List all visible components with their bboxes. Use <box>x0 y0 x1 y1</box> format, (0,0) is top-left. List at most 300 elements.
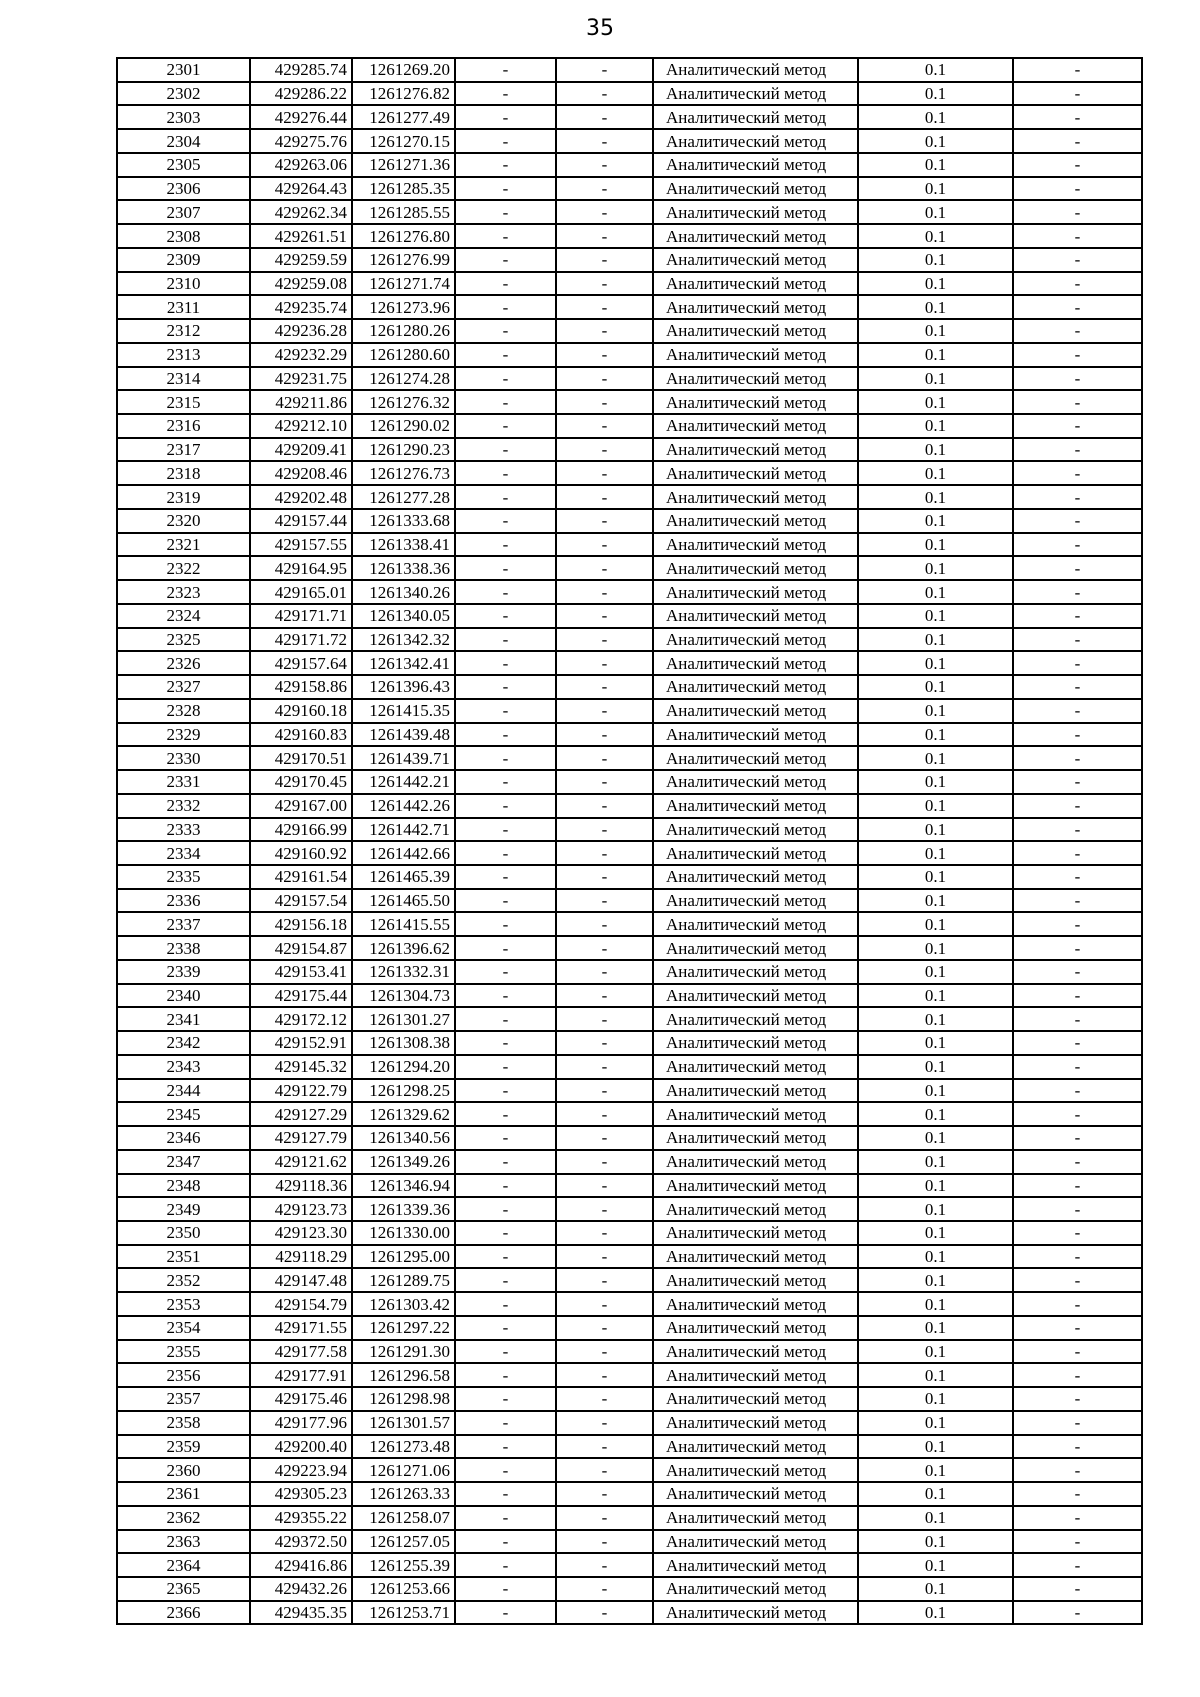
empty-value-cell: - <box>455 153 556 177</box>
y-coordinate-cell: 1261346.94 <box>352 1174 455 1198</box>
method-cell: Аналитический метод <box>653 414 858 438</box>
precision-cell: 0.1 <box>858 1174 1013 1198</box>
table-row <box>117 770 1142 794</box>
y-coordinate-cell: 1261263.33 <box>352 1482 455 1506</box>
table-row <box>117 818 1142 842</box>
table-row <box>117 746 1142 770</box>
precision-cell: 0.1 <box>858 1458 1013 1482</box>
precision-cell: 0.1 <box>858 1197 1013 1221</box>
x-coordinate-cell: 429355.22 <box>250 1506 352 1530</box>
empty-value-cell: - <box>556 1601 653 1625</box>
empty-value-cell: - <box>455 865 556 889</box>
point-number-cell: 2322 <box>117 556 250 580</box>
point-number-cell: 2334 <box>117 841 250 865</box>
empty-value-cell: - <box>455 936 556 960</box>
x-coordinate-cell: 429200.40 <box>250 1435 352 1459</box>
precision-cell: 0.1 <box>858 438 1013 462</box>
empty-value-cell: - <box>455 818 556 842</box>
empty-value-cell: - <box>556 746 653 770</box>
empty-value-cell: - <box>556 1530 653 1554</box>
empty-value-cell: - <box>556 1458 653 1482</box>
method-cell: Аналитический метод <box>653 1174 858 1198</box>
table-row <box>117 1316 1142 1340</box>
x-coordinate-cell: 429372.50 <box>250 1530 352 1554</box>
empty-value-cell: - <box>455 841 556 865</box>
y-coordinate-cell: 1261291.30 <box>352 1340 455 1364</box>
point-number-cell: 2309 <box>117 248 250 272</box>
method-cell: Аналитический метод <box>653 272 858 296</box>
precision-cell: 0.1 <box>858 770 1013 794</box>
x-coordinate-cell: 429416.86 <box>250 1553 352 1577</box>
table-row <box>117 841 1142 865</box>
point-number-cell: 2332 <box>117 794 250 818</box>
precision-cell: 0.1 <box>858 461 1013 485</box>
point-number-cell: 2360 <box>117 1458 250 1482</box>
point-number-cell: 2345 <box>117 1102 250 1126</box>
table-row <box>117 984 1142 1008</box>
empty-value-cell: - <box>455 1482 556 1506</box>
table-row <box>117 1268 1142 1292</box>
precision-cell: 0.1 <box>858 1553 1013 1577</box>
empty-value-cell: - <box>556 960 653 984</box>
y-coordinate-cell: 1261253.71 <box>352 1601 455 1625</box>
empty-value-cell: - <box>455 509 556 533</box>
method-cell: Аналитический метод <box>653 1435 858 1459</box>
method-cell: Аналитический метод <box>653 1055 858 1079</box>
method-cell: Аналитический метод <box>653 1553 858 1577</box>
method-cell: Аналитический метод <box>653 1245 858 1269</box>
method-cell: Аналитический метод <box>653 1411 858 1435</box>
empty-value-cell: - <box>1013 1055 1142 1079</box>
y-coordinate-cell: 1261442.21 <box>352 770 455 794</box>
method-cell: Аналитический метод <box>653 485 858 509</box>
empty-value-cell: - <box>455 960 556 984</box>
y-coordinate-cell: 1261342.41 <box>352 651 455 675</box>
y-coordinate-cell: 1261290.23 <box>352 438 455 462</box>
point-number-cell: 2356 <box>117 1363 250 1387</box>
y-coordinate-cell: 1261294.20 <box>352 1055 455 1079</box>
method-cell: Аналитический метод <box>653 200 858 224</box>
empty-value-cell: - <box>556 675 653 699</box>
empty-value-cell: - <box>556 841 653 865</box>
method-cell: Аналитический метод <box>653 889 858 913</box>
empty-value-cell: - <box>1013 1553 1142 1577</box>
y-coordinate-cell: 1261276.99 <box>352 248 455 272</box>
page-number: 35 <box>586 16 614 41</box>
point-number-cell: 2314 <box>117 367 250 391</box>
y-coordinate-cell: 1261340.56 <box>352 1126 455 1150</box>
precision-cell: 0.1 <box>858 1268 1013 1292</box>
x-coordinate-cell: 429152.91 <box>250 1031 352 1055</box>
point-number-cell: 2312 <box>117 319 250 343</box>
y-coordinate-cell: 1261280.26 <box>352 319 455 343</box>
table-row <box>117 367 1142 391</box>
point-number-cell: 2364 <box>117 1553 250 1577</box>
x-coordinate-cell: 429154.87 <box>250 936 352 960</box>
method-cell: Аналитический метод <box>653 912 858 936</box>
empty-value-cell: - <box>1013 438 1142 462</box>
empty-value-cell: - <box>1013 1031 1142 1055</box>
y-coordinate-cell: 1261396.43 <box>352 675 455 699</box>
point-number-cell: 2329 <box>117 723 250 747</box>
empty-value-cell: - <box>556 1007 653 1031</box>
y-coordinate-cell: 1261270.15 <box>352 129 455 153</box>
y-coordinate-cell: 1261255.39 <box>352 1553 455 1577</box>
empty-value-cell: - <box>556 1316 653 1340</box>
empty-value-cell: - <box>1013 723 1142 747</box>
y-coordinate-cell: 1261277.28 <box>352 485 455 509</box>
precision-cell: 0.1 <box>858 1007 1013 1031</box>
x-coordinate-cell: 429175.44 <box>250 984 352 1008</box>
x-coordinate-cell: 429154.79 <box>250 1292 352 1316</box>
empty-value-cell: - <box>455 438 556 462</box>
precision-cell: 0.1 <box>858 580 1013 604</box>
y-coordinate-cell: 1261290.02 <box>352 414 455 438</box>
table-row <box>117 1387 1142 1411</box>
method-cell: Аналитический метод <box>653 1197 858 1221</box>
method-cell: Аналитический метод <box>653 153 858 177</box>
empty-value-cell: - <box>556 153 653 177</box>
precision-cell: 0.1 <box>858 272 1013 296</box>
precision-cell: 0.1 <box>858 628 1013 652</box>
precision-cell: 0.1 <box>858 936 1013 960</box>
point-number-cell: 2316 <box>117 414 250 438</box>
empty-value-cell: - <box>1013 343 1142 367</box>
empty-value-cell: - <box>455 1506 556 1530</box>
empty-value-cell: - <box>455 1601 556 1625</box>
precision-cell: 0.1 <box>858 1363 1013 1387</box>
x-coordinate-cell: 429147.48 <box>250 1268 352 1292</box>
empty-value-cell: - <box>1013 177 1142 201</box>
empty-value-cell: - <box>556 82 653 106</box>
point-number-cell: 2346 <box>117 1126 250 1150</box>
point-number-cell: 2366 <box>117 1601 250 1625</box>
empty-value-cell: - <box>556 295 653 319</box>
empty-value-cell: - <box>556 1197 653 1221</box>
empty-value-cell: - <box>1013 319 1142 343</box>
method-cell: Аналитический метод <box>653 1482 858 1506</box>
x-coordinate-cell: 429435.35 <box>250 1601 352 1625</box>
empty-value-cell: - <box>455 319 556 343</box>
point-number-cell: 2357 <box>117 1387 250 1411</box>
empty-value-cell: - <box>556 723 653 747</box>
precision-cell: 0.1 <box>858 533 1013 557</box>
x-coordinate-cell: 429121.62 <box>250 1150 352 1174</box>
empty-value-cell: - <box>455 628 556 652</box>
point-number-cell: 2333 <box>117 818 250 842</box>
method-cell: Аналитический метод <box>653 129 858 153</box>
point-number-cell: 2315 <box>117 390 250 414</box>
x-coordinate-cell: 429305.23 <box>250 1482 352 1506</box>
x-coordinate-cell: 429127.29 <box>250 1102 352 1126</box>
point-number-cell: 2324 <box>117 604 250 628</box>
empty-value-cell: - <box>1013 129 1142 153</box>
x-coordinate-cell: 429177.91 <box>250 1363 352 1387</box>
table-row <box>117 509 1142 533</box>
precision-cell: 0.1 <box>858 1292 1013 1316</box>
table-row <box>117 1150 1142 1174</box>
empty-value-cell: - <box>1013 984 1142 1008</box>
y-coordinate-cell: 1261465.50 <box>352 889 455 913</box>
empty-value-cell: - <box>455 1174 556 1198</box>
empty-value-cell: - <box>556 699 653 723</box>
empty-value-cell: - <box>556 865 653 889</box>
precision-cell: 0.1 <box>858 414 1013 438</box>
empty-value-cell: - <box>1013 818 1142 842</box>
x-coordinate-cell: 429160.83 <box>250 723 352 747</box>
empty-value-cell: - <box>556 367 653 391</box>
y-coordinate-cell: 1261258.07 <box>352 1506 455 1530</box>
empty-value-cell: - <box>1013 1079 1142 1103</box>
empty-value-cell: - <box>556 1268 653 1292</box>
x-coordinate-cell: 429157.55 <box>250 533 352 557</box>
x-coordinate-cell: 429232.29 <box>250 343 352 367</box>
empty-value-cell: - <box>455 1458 556 1482</box>
empty-value-cell: - <box>556 200 653 224</box>
method-cell: Аналитический метод <box>653 723 858 747</box>
table-row <box>117 628 1142 652</box>
y-coordinate-cell: 1261298.98 <box>352 1387 455 1411</box>
empty-value-cell: - <box>455 1150 556 1174</box>
x-coordinate-cell: 429118.29 <box>250 1245 352 1269</box>
point-number-cell: 2353 <box>117 1292 250 1316</box>
empty-value-cell: - <box>455 177 556 201</box>
table-row <box>117 1411 1142 1435</box>
empty-value-cell: - <box>1013 295 1142 319</box>
empty-value-cell: - <box>1013 224 1142 248</box>
x-coordinate-cell: 429166.99 <box>250 818 352 842</box>
x-coordinate-cell: 429211.86 <box>250 390 352 414</box>
y-coordinate-cell: 1261329.62 <box>352 1102 455 1126</box>
x-coordinate-cell: 429164.95 <box>250 556 352 580</box>
table-row <box>117 1245 1142 1269</box>
precision-cell: 0.1 <box>858 960 1013 984</box>
y-coordinate-cell: 1261303.42 <box>352 1292 455 1316</box>
point-number-cell: 2308 <box>117 224 250 248</box>
empty-value-cell: - <box>1013 746 1142 770</box>
x-coordinate-cell: 429172.12 <box>250 1007 352 1031</box>
precision-cell: 0.1 <box>858 723 1013 747</box>
empty-value-cell: - <box>455 556 556 580</box>
empty-value-cell: - <box>455 533 556 557</box>
empty-value-cell: - <box>1013 509 1142 533</box>
empty-value-cell: - <box>556 1577 653 1601</box>
point-number-cell: 2340 <box>117 984 250 1008</box>
empty-value-cell: - <box>1013 889 1142 913</box>
table-row <box>117 438 1142 462</box>
empty-value-cell: - <box>455 224 556 248</box>
x-coordinate-cell: 429259.08 <box>250 272 352 296</box>
empty-value-cell: - <box>1013 1458 1142 1482</box>
point-number-cell: 2355 <box>117 1340 250 1364</box>
point-number-cell: 2307 <box>117 200 250 224</box>
x-coordinate-cell: 429156.18 <box>250 912 352 936</box>
table-row <box>117 58 1142 82</box>
precision-cell: 0.1 <box>858 1316 1013 1340</box>
precision-cell: 0.1 <box>858 1245 1013 1269</box>
table-row <box>117 604 1142 628</box>
empty-value-cell: - <box>1013 533 1142 557</box>
x-coordinate-cell: 429262.34 <box>250 200 352 224</box>
empty-value-cell: - <box>1013 1506 1142 1530</box>
point-number-cell: 2352 <box>117 1268 250 1292</box>
empty-value-cell: - <box>556 1174 653 1198</box>
point-number-cell: 2335 <box>117 865 250 889</box>
table-row <box>117 1530 1142 1554</box>
method-cell: Аналитический метод <box>653 82 858 106</box>
precision-cell: 0.1 <box>858 1435 1013 1459</box>
point-number-cell: 2327 <box>117 675 250 699</box>
x-coordinate-cell: 429432.26 <box>250 1577 352 1601</box>
table-row <box>117 1174 1142 1198</box>
empty-value-cell: - <box>455 794 556 818</box>
empty-value-cell: - <box>455 770 556 794</box>
method-cell: Аналитический метод <box>653 1007 858 1031</box>
point-number-cell: 2306 <box>117 177 250 201</box>
x-coordinate-cell: 429223.94 <box>250 1458 352 1482</box>
method-cell: Аналитический метод <box>653 841 858 865</box>
empty-value-cell: - <box>455 1340 556 1364</box>
precision-cell: 0.1 <box>858 105 1013 129</box>
y-coordinate-cell: 1261285.35 <box>352 177 455 201</box>
x-coordinate-cell: 429275.76 <box>250 129 352 153</box>
x-coordinate-cell: 429118.36 <box>250 1174 352 1198</box>
empty-value-cell: - <box>455 1079 556 1103</box>
empty-value-cell: - <box>1013 367 1142 391</box>
empty-value-cell: - <box>556 1411 653 1435</box>
method-cell: Аналитический метод <box>653 1102 858 1126</box>
table-row <box>117 390 1142 414</box>
y-coordinate-cell: 1261271.36 <box>352 153 455 177</box>
empty-value-cell: - <box>455 580 556 604</box>
empty-value-cell: - <box>455 200 556 224</box>
y-coordinate-cell: 1261333.68 <box>352 509 455 533</box>
precision-cell: 0.1 <box>858 1387 1013 1411</box>
x-coordinate-cell: 429264.43 <box>250 177 352 201</box>
point-number-cell: 2317 <box>117 438 250 462</box>
empty-value-cell: - <box>1013 580 1142 604</box>
x-coordinate-cell: 429123.30 <box>250 1221 352 1245</box>
table-row <box>117 651 1142 675</box>
method-cell: Аналитический метод <box>653 1316 858 1340</box>
empty-value-cell: - <box>556 1363 653 1387</box>
table-row <box>117 461 1142 485</box>
empty-value-cell: - <box>556 1079 653 1103</box>
method-cell: Аналитический метод <box>653 1601 858 1625</box>
table-row <box>117 1458 1142 1482</box>
y-coordinate-cell: 1261349.26 <box>352 1150 455 1174</box>
point-number-cell: 2301 <box>117 58 250 82</box>
empty-value-cell: - <box>1013 960 1142 984</box>
empty-value-cell: - <box>556 58 653 82</box>
empty-value-cell: - <box>455 1435 556 1459</box>
method-cell: Аналитический метод <box>653 675 858 699</box>
method-cell: Аналитический метод <box>653 343 858 367</box>
empty-value-cell: - <box>556 438 653 462</box>
empty-value-cell: - <box>556 1435 653 1459</box>
method-cell: Аналитический метод <box>653 224 858 248</box>
table-row <box>117 1031 1142 1055</box>
empty-value-cell: - <box>1013 1340 1142 1364</box>
point-number-cell: 2344 <box>117 1079 250 1103</box>
x-coordinate-cell: 429171.72 <box>250 628 352 652</box>
empty-value-cell: - <box>556 1340 653 1364</box>
empty-value-cell: - <box>1013 556 1142 580</box>
empty-value-cell: - <box>556 1221 653 1245</box>
empty-value-cell: - <box>455 1031 556 1055</box>
point-number-cell: 2351 <box>117 1245 250 1269</box>
method-cell: Аналитический метод <box>653 295 858 319</box>
point-number-cell: 2302 <box>117 82 250 106</box>
method-cell: Аналитический метод <box>653 936 858 960</box>
method-cell: Аналитический метод <box>653 604 858 628</box>
point-number-cell: 2359 <box>117 1435 250 1459</box>
empty-value-cell: - <box>556 248 653 272</box>
y-coordinate-cell: 1261442.26 <box>352 794 455 818</box>
table-row <box>117 936 1142 960</box>
y-coordinate-cell: 1261308.38 <box>352 1031 455 1055</box>
method-cell: Аналитический метод <box>653 1458 858 1482</box>
y-coordinate-cell: 1261280.60 <box>352 343 455 367</box>
method-cell: Аналитический метод <box>653 1577 858 1601</box>
table-row <box>117 153 1142 177</box>
table-row <box>117 533 1142 557</box>
x-coordinate-cell: 429161.54 <box>250 865 352 889</box>
method-cell: Аналитический метод <box>653 248 858 272</box>
x-coordinate-cell: 429208.46 <box>250 461 352 485</box>
method-cell: Аналитический метод <box>653 1340 858 1364</box>
table-row <box>117 1577 1142 1601</box>
method-cell: Аналитический метод <box>653 628 858 652</box>
empty-value-cell: - <box>556 1126 653 1150</box>
empty-value-cell: - <box>556 414 653 438</box>
y-coordinate-cell: 1261465.39 <box>352 865 455 889</box>
empty-value-cell: - <box>455 651 556 675</box>
precision-cell: 0.1 <box>858 1126 1013 1150</box>
empty-value-cell: - <box>556 770 653 794</box>
point-number-cell: 2347 <box>117 1150 250 1174</box>
point-number-cell: 2325 <box>117 628 250 652</box>
method-cell: Аналитический метод <box>653 794 858 818</box>
table-row <box>117 1079 1142 1103</box>
empty-value-cell: - <box>556 1245 653 1269</box>
table-row <box>117 200 1142 224</box>
method-cell: Аналитический метод <box>653 319 858 343</box>
table-row <box>117 912 1142 936</box>
y-coordinate-cell: 1261330.00 <box>352 1221 455 1245</box>
x-coordinate-cell: 429145.32 <box>250 1055 352 1079</box>
y-coordinate-cell: 1261442.66 <box>352 841 455 865</box>
empty-value-cell: - <box>556 889 653 913</box>
table-row <box>117 1482 1142 1506</box>
point-number-cell: 2348 <box>117 1174 250 1198</box>
empty-value-cell: - <box>1013 1221 1142 1245</box>
empty-value-cell: - <box>455 105 556 129</box>
empty-value-cell: - <box>1013 1292 1142 1316</box>
empty-value-cell: - <box>1013 1530 1142 1554</box>
x-coordinate-cell: 429170.51 <box>250 746 352 770</box>
empty-value-cell: - <box>556 580 653 604</box>
y-coordinate-cell: 1261338.41 <box>352 533 455 557</box>
y-coordinate-cell: 1261340.05 <box>352 604 455 628</box>
method-cell: Аналитический метод <box>653 1268 858 1292</box>
precision-cell: 0.1 <box>858 746 1013 770</box>
empty-value-cell: - <box>455 82 556 106</box>
table-row <box>117 699 1142 723</box>
table-row <box>117 82 1142 106</box>
table-row <box>117 1601 1142 1625</box>
empty-value-cell: - <box>455 390 556 414</box>
